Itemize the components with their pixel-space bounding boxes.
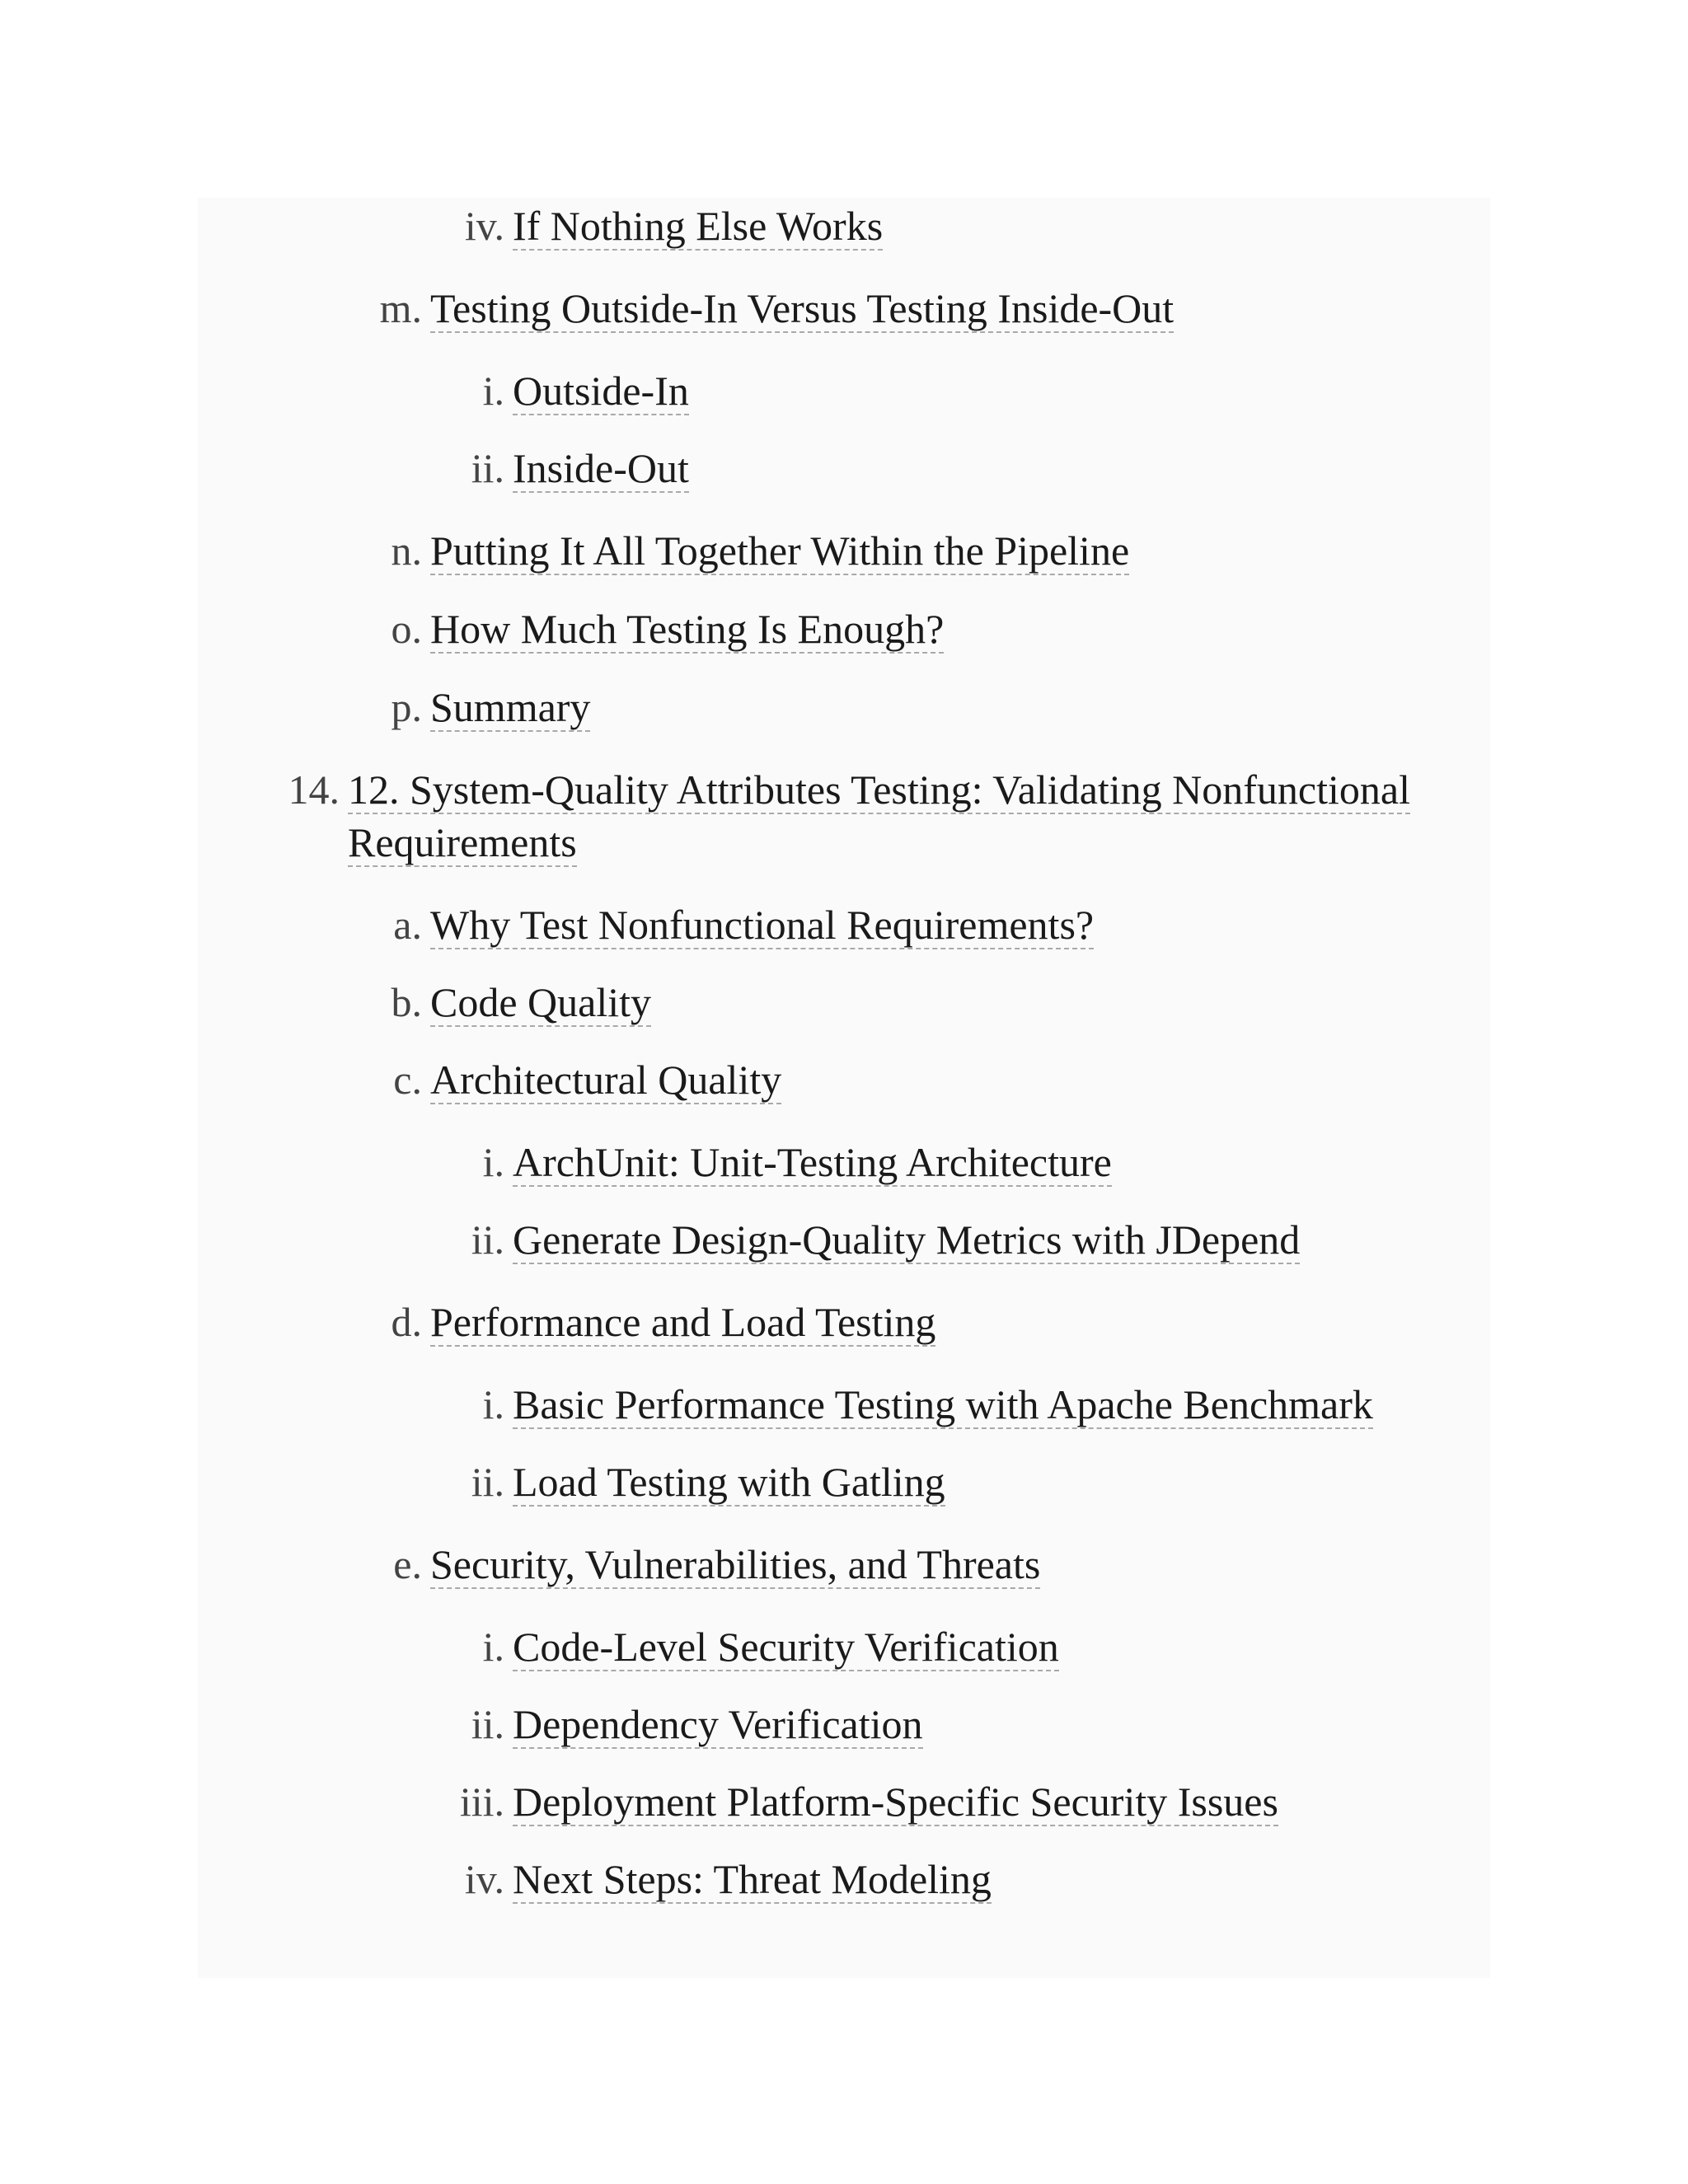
toc-marker: 14. [288, 766, 340, 813]
toc-marker: ii. [471, 1459, 504, 1505]
toc-entry-chapter [288, 763, 1410, 816]
toc-entry [379, 282, 1175, 335]
toc-entry [393, 898, 1095, 951]
toc-marker: ii. [471, 445, 504, 491]
toc-entry [464, 199, 884, 252]
toc-entry [471, 1455, 945, 1508]
toc-marker: iv. [464, 203, 504, 249]
toc-link-apache-benchmark[interactable]: Basic Performance Testing with Apache Benchmark [513, 1381, 1373, 1427]
toc-link-testing-outside-in-versus-inside-out[interactable]: Testing Outside-In Versus Testing Inside-Out [430, 285, 1175, 331]
toc-marker: m. [379, 285, 422, 331]
toc-link-code-level-security[interactable]: Code-Level Security Verification [513, 1624, 1059, 1670]
toc-link-if-nothing-else-works[interactable]: If Nothing Else Works [513, 203, 884, 249]
toc-link-outside-in[interactable]: Outside-In [513, 368, 689, 414]
toc-marker: o. [391, 606, 422, 652]
toc-entry [482, 1378, 1373, 1431]
toc-link-how-much-testing[interactable]: How Much Testing Is Enough? [430, 606, 945, 652]
toc-entry [464, 1853, 992, 1905]
toc-entry [391, 681, 591, 733]
toc-marker: n. [391, 527, 422, 574]
toc-marker: iv. [464, 1856, 504, 1902]
toc-marker: i. [482, 1381, 504, 1427]
toc-marker: a. [393, 902, 422, 948]
toc-panel [198, 198, 1490, 1978]
toc-entry [482, 1136, 1112, 1188]
toc-link-architectural-quality[interactable]: Architectural Quality [430, 1057, 782, 1103]
toc-marker: d. [391, 1299, 422, 1345]
toc-marker: e. [393, 1541, 422, 1587]
toc-entry [471, 442, 689, 494]
toc-entry [482, 1620, 1059, 1673]
toc-entry [391, 602, 945, 655]
toc-marker: b. [391, 979, 422, 1025]
toc-link-dependency-verification[interactable]: Dependency Verification [513, 1701, 923, 1747]
toc-entry [459, 1775, 1278, 1828]
toc-marker: i. [482, 368, 504, 414]
toc-link-putting-it-all-together[interactable]: Putting It All Together Within the Pipeline [430, 527, 1130, 574]
toc-marker: iii. [459, 1779, 504, 1825]
toc-link-threat-modeling[interactable]: Next Steps: Threat Modeling [513, 1856, 992, 1902]
toc-marker: ii. [471, 1701, 504, 1747]
toc-link-code-quality[interactable]: Code Quality [430, 979, 652, 1025]
toc-link-summary[interactable]: Summary [430, 684, 591, 730]
toc-entry [393, 1538, 1041, 1591]
toc-entry [391, 1296, 936, 1348]
toc-entry [393, 1053, 782, 1106]
toc-link-jdepend[interactable]: Generate Design-Quality Metrics with JDepend [513, 1216, 1301, 1263]
toc-link-security[interactable]: Security, Vulnerabilities, and Threats [430, 1541, 1041, 1587]
toc-link-inside-out[interactable]: Inside-Out [513, 445, 689, 491]
toc-entry [391, 976, 652, 1029]
toc-link-performance-and-load[interactable]: Performance and Load Testing [430, 1299, 936, 1345]
toc-entry [482, 364, 689, 417]
toc-marker: c. [393, 1057, 422, 1103]
toc-entry [471, 1698, 923, 1750]
toc-link-deployment-platform-security[interactable]: Deployment Platform-Specific Security Issues [513, 1779, 1278, 1825]
toc-marker: ii. [471, 1216, 504, 1263]
toc-link-gatling[interactable]: Load Testing with Gatling [513, 1459, 945, 1505]
toc-link-chapter-12[interactable]: 12. System-Quality Attributes Testing: Validating Nonfunctional [348, 766, 1410, 813]
toc-link-why-test-nfr[interactable]: Why Test Nonfunctional Requirements? [430, 902, 1095, 948]
toc-marker: p. [391, 684, 422, 730]
toc-marker: i. [482, 1624, 504, 1670]
toc-link-chapter-12-cont[interactable]: Requirements [348, 819, 577, 865]
toc-entry-chapter-cont [348, 816, 577, 869]
toc-marker: i. [482, 1139, 504, 1185]
toc-entry [391, 524, 1130, 577]
toc-entry [471, 1213, 1301, 1266]
toc-link-archunit[interactable]: ArchUnit: Unit-Testing Architecture [513, 1139, 1112, 1185]
